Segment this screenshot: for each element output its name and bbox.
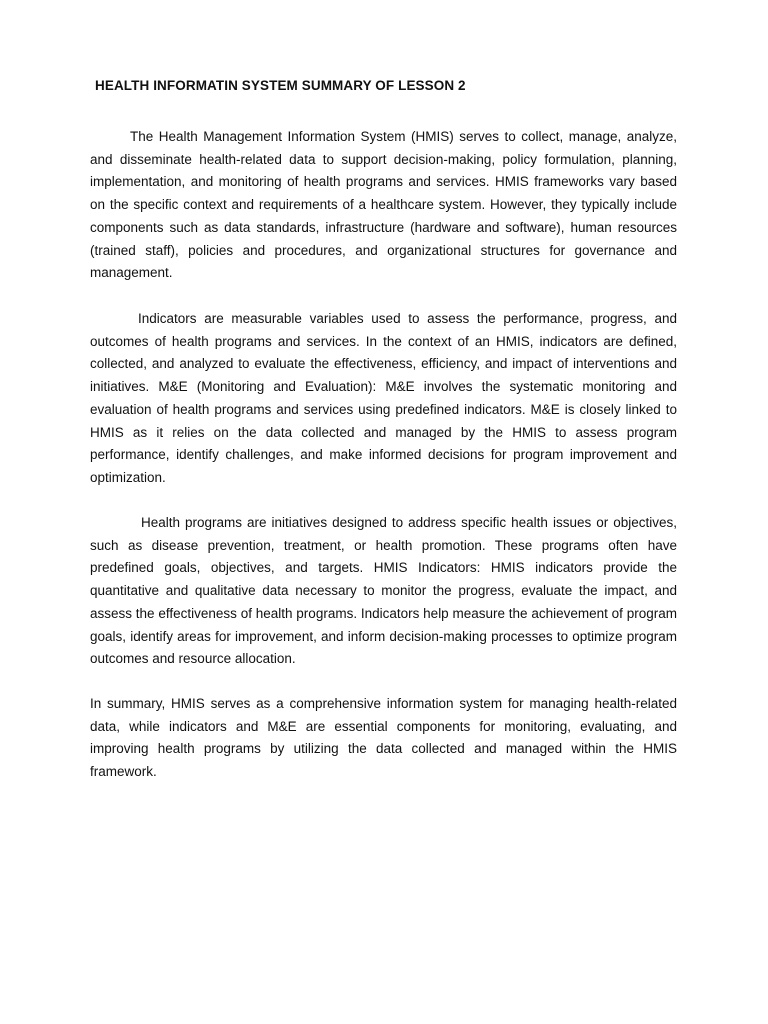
paragraph-indicators: Indicators are measurable variables used to assess the performance, progress, and outcomes of health programs and services. In the context of an HMIS, indicators are defined, collected, and analyzed to evaluate the effectiveness, efficiency, and impact of interventions and initiatives. M&E (Monitoring and Evaluation): M&E involves the systematic monitoring and evaluation of health programs and services using predefined indicators. M&E is closely linked to HMIS as it relies on the data collected and managed by the HMIS to assess program performance, identify challenges, and make informed decisions for program improvement and optimization. [90, 311, 677, 485]
paragraph-health-programs: Health programs are initiatives designed to address specific health issues or objectives, such as disease prevention, treatment, or health promotion. These programs often have predefined goals, objectives, and targets. HMIS Indicators: HMIS indicators provide the quantitative and qualitative data necessary to monitor the progress, evaluate the impact, and assess the effectiveness of health programs. Indicators help measure the achievement of program goals, identify areas for improvement, and inform decision-making processes to optimize program outcomes and resource allocation. [90, 515, 677, 667]
document-title: HEALTH INFORMATIN SYSTEM SUMMARY OF LESSON 2 [95, 78, 466, 93]
paragraph-hmis-overview: The Health Management Information System (HMIS) serves to collect, manage, analyze, and disseminate health-related data to support decision-making, policy formulation, planning, implementation, and monitoring of health programs and services. HMIS frameworks vary based on the specific context and requirements of a healthcare system. However, they typically include components such as data standards, infrastructure (hardware and software), human resources (trained staff), policies and procedures, and organizational structures for governance and management. [90, 129, 677, 281]
paragraph-summary: In summary, HMIS serves as a comprehensive information system for managing health-related data, while indicators and M&E are essential components for monitoring, evaluating, and improving health programs by utilizing the data collected and managed within the HMIS framework. [90, 696, 677, 780]
